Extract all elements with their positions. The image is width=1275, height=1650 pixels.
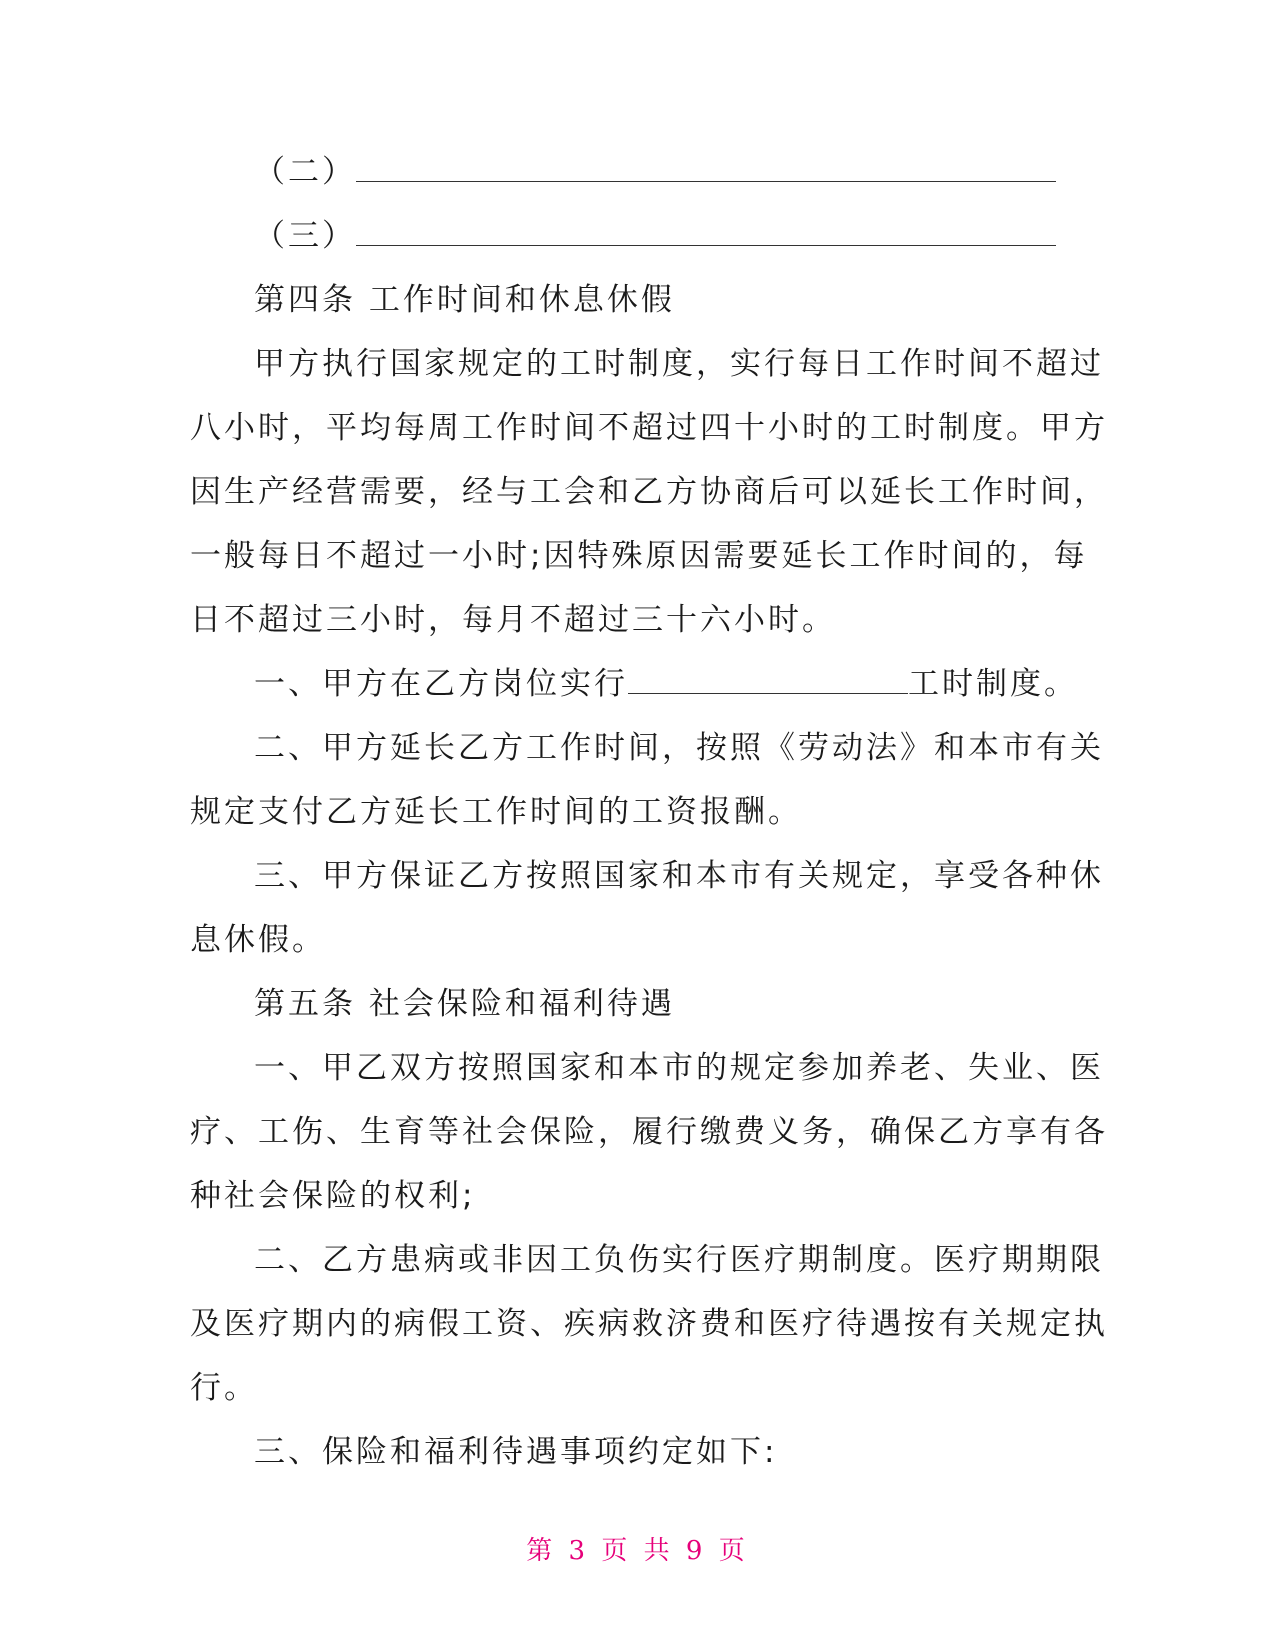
paragraph-line: 行。 (190, 1370, 258, 1406)
clause-item-3 (190, 204, 1090, 268)
paragraph-line: 甲方执行国家规定的工时制度，实行每日工作时间不超过 (254, 346, 1104, 382)
paragraph-line: 息休假。 (190, 922, 326, 958)
clause-item-3-label: （三） (254, 218, 356, 254)
work-hours-system-suffix: 工时制度。 (908, 666, 1078, 702)
article-5-heading: 第五条 社会保险和福利待遇 (254, 986, 675, 1022)
paragraph-line: 一般每日不超过一小时;因特殊原因需要延长工作时间的，每 (190, 538, 1088, 574)
work-hours-system-item (190, 652, 1090, 716)
work-hours-system-label: 一、甲方在乙方岗位实行 (254, 666, 628, 702)
paragraph-line: 三、甲方保证乙方按照国家和本市有关规定，享受各种休 (254, 858, 1104, 894)
article-4-heading: 第四条 工作时间和休息休假 (254, 282, 675, 318)
document-body (190, 140, 1108, 1484)
page-number-footer: 第 3 页 共 9 页 (526, 1536, 749, 1566)
paragraph-line: 日不超过三小时，每月不超过三十六小时。 (190, 602, 836, 638)
paragraph-line: 二、甲方延长乙方工作时间，按照《劳动法》和本市有关 (254, 730, 1104, 766)
clause-item-2 (190, 140, 1090, 204)
paragraph-line: 疗、工伤、生育等社会保险，履行缴费义务，确保乙方享有各 (190, 1114, 1108, 1150)
paragraph-line: 八小时，平均每周工作时间不超过四十小时的工时制度。甲方 (190, 410, 1108, 446)
fill-in-blank (356, 151, 1056, 182)
clause-item-2-label: （二） (254, 154, 356, 190)
paragraph-line: 及医疗期内的病假工资、疾病救济费和医疗待遇按有关规定执 (190, 1306, 1108, 1342)
paragraph-line: 三、保险和福利待遇事项约定如下: (254, 1434, 778, 1470)
paragraph-line: 一、甲乙双方按照国家和本市的规定参加养老、失业、医 (254, 1050, 1104, 1086)
paragraph-line: 种社会保险的权利; (190, 1178, 476, 1214)
paragraph-line: 因生产经营需要，经与工会和乙方协商后可以延长工作时间， (190, 474, 1108, 510)
paragraph-line: 规定支付乙方延长工作时间的工资报酬。 (190, 794, 802, 830)
paragraph-line: 二、乙方患病或非因工负伤实行医疗期制度。医疗期期限 (254, 1242, 1104, 1278)
fill-in-blank (356, 215, 1056, 246)
fill-in-blank (628, 663, 908, 694)
